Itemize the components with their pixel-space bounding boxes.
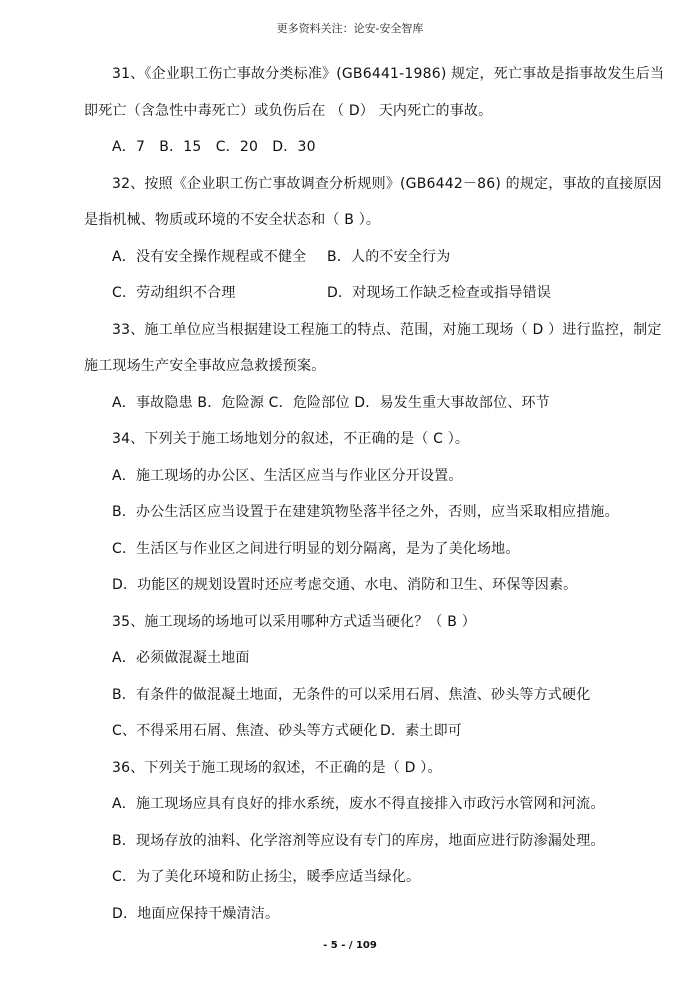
document-body <box>84 56 665 932</box>
question-32-option-b: B．人的不安全行为 <box>327 248 451 265</box>
question-35-option-a: A．必须做混凝土地面 <box>112 650 250 666</box>
question-35-line-1: 35、施工现场的场地可以采用哪种方式适当硬化？（ B ） <box>112 613 476 630</box>
question-34-option-b: B．办公生活区应当设置于在建建筑物坠落半径之外，否则，应当采取相应措施。 <box>112 504 619 520</box>
question-36-option-b: B．现场存放的油料、化学溶剂等应设有专门的库房，地面应进行防渗漏处理。 <box>112 832 605 849</box>
question-36-option-a: A．施工现场应具有良好的排水系统，废水不得直接排入市政污水管网和河流。 <box>112 796 605 812</box>
question-32-options-row-1 <box>84 239 644 276</box>
question-33-options: A．事故隐患 B．危险源 C．危险部位 D．易发生重大事故部位、环节 <box>112 394 550 411</box>
question-34-line-1: 34、下列关于施工场地划分的叙述，不正确的是（ C ）。 <box>112 431 470 447</box>
question-32-options-row-2 <box>84 275 644 312</box>
question-33-line-2: 施工现场生产安全事故应急救援预案。 <box>84 358 326 374</box>
page-number: - 5 - / 109 <box>323 940 377 951</box>
question-35-option-c: C、不得采用石屑、焦渣、砂头等方式硬化 <box>112 723 378 739</box>
question-34-option-d: D．功能区的规划设置时还应考虑交通、水电、消防和卫生、环保等因素。 <box>112 577 578 593</box>
question-33-line-1: 33、施工单位应当根据建设工程施工的特点、范围，对施工现场（ D ）进行监控，制定 <box>112 321 662 338</box>
question-34-option-a: A．施工现场的办公区、生活区应当与作业区分开设置。 <box>112 467 463 484</box>
page-header: 更多资料关注：论安-安全智库 <box>276 22 424 35</box>
question-32-option-c: C．劳动组织不合理 <box>112 285 236 301</box>
question-35-options-row-cd <box>84 713 644 750</box>
question-32-option-a: A．没有安全操作规程或不健全 <box>112 248 307 265</box>
question-32-line-2: 是指机械、物质或环境的不安全状态和（ B ）。 <box>84 212 381 228</box>
question-32-line-1: 32、按照《企业职工伤亡事故调查分析规则》(GB6442－86) 的规定，事故的直接原因 <box>112 175 662 192</box>
question-31-line-2: 即死亡（含急性中毒死亡）或负伤后在 （ D） 天内死亡的事故。 <box>84 102 493 119</box>
question-36-option-c: C．为了美化环境和防止扬尘，暖季应适当绿化。 <box>112 869 421 885</box>
question-32-option-d: D．对现场工作缺乏检查或指导错误 <box>327 285 551 301</box>
question-36-line-1: 36、下列关于施工现场的叙述，不正确的是（ D ）。 <box>112 759 442 776</box>
question-35-option-b: B．有条件的做混凝土地面，无条件的可以采用石屑、焦渣、砂头等方式硬化 <box>112 686 591 703</box>
question-31-options: A．7 B．15 C．20 D．30 <box>112 139 316 155</box>
question-36-option-d: D．地面应保持干燥清洁。 <box>112 905 280 922</box>
question-35-option-d: D．素土即可 <box>380 723 462 739</box>
question-31-line-1: 31、《企业职工伤亡事故分类标准》(GB6441-1986) 规定，死亡事故是指事故发生后当 <box>112 66 665 82</box>
question-34-option-c: C．生活区与作业区之间进行明显的划分隔离，是为了美化场地。 <box>112 540 520 557</box>
